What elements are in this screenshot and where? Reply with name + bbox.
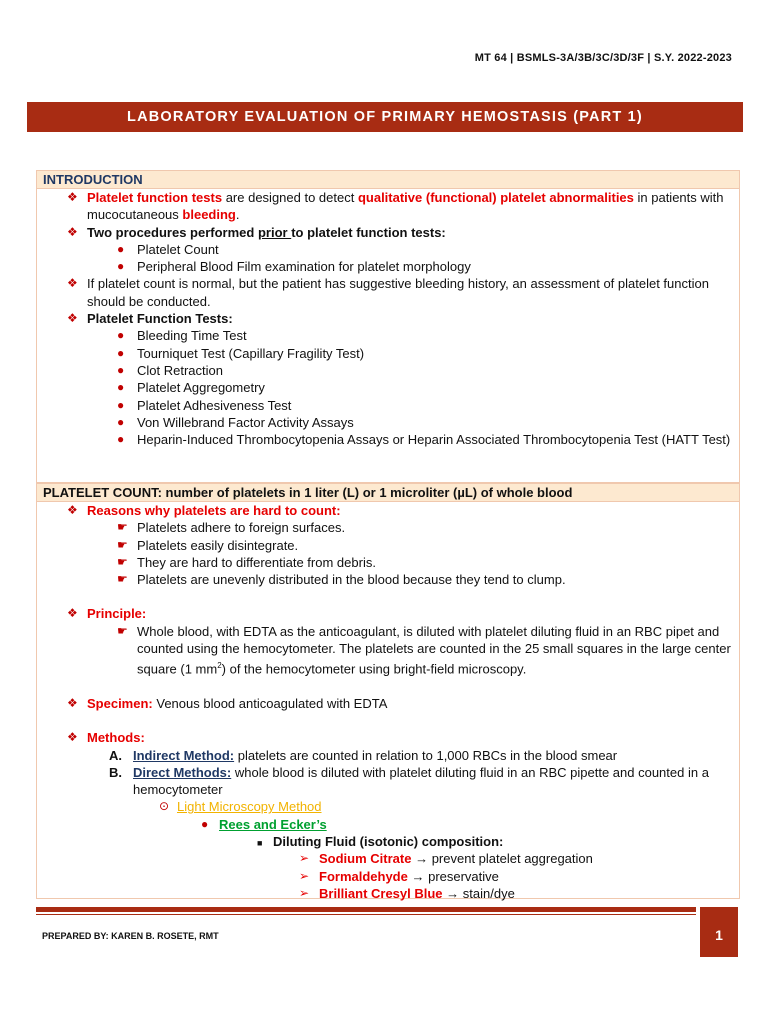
bullet-icon: ● <box>117 328 125 343</box>
bullet-icon: ● <box>201 816 209 831</box>
intro-paragraph-1: ❖ Platelet function tests are designed to detect qualitative (functional) platelet abnormalities in patients with mucocutaneous bleeding. <box>67 190 724 223</box>
platelet-count-section <box>36 483 740 899</box>
footer-divider <box>36 907 696 912</box>
list-item: ● Platelet Aggregometry <box>117 380 265 396</box>
principle-text: ☛ Whole blood, with EDTA as the anticoagulant, is diluted with platelet diluting fluid in an RBC pipet and counted using the hemocytometer. The platelets are counted in the 25 small squares in the large center square (1 $mm^2$) of the hemocytometer using bright-field microscopy. <box>117 623 731 677</box>
arrow-bullet-icon: ➢ <box>299 851 310 866</box>
bullet-icon: ● <box>117 432 125 447</box>
bullet-icon: ● <box>117 380 125 395</box>
square-bullet-icon: ■ <box>257 838 263 849</box>
bullet-icon: ● <box>117 362 125 377</box>
diamond-bullet-icon: ❖ <box>67 190 78 204</box>
list-item: ☛ Platelets adhere to foreign surfaces. <box>117 520 346 536</box>
list-item: ☛ They are hard to differentiate from debris. <box>117 554 376 570</box>
method-b: B. Direct Methods: whole blood is diluted with platelet diluting fluid in an RBC pipette and counted in a hemocytometer <box>109 764 709 798</box>
list-item: ● Clot Retraction <box>117 362 223 378</box>
pointing-hand-icon: ☛ <box>117 572 128 587</box>
header-course-info: MT 64 | BSMLS-3A/3B/3C/3D/3F | S.Y. 2022-2023 <box>474 52 732 64</box>
list-item: ☛ Platelets easily disintegrate. <box>117 537 299 553</box>
list-item: ● Bleeding Time Test <box>117 328 247 344</box>
introduction-section <box>36 170 740 483</box>
diamond-bullet-icon: ❖ <box>67 311 78 326</box>
arrow-bullet-icon: ➢ <box>299 885 310 900</box>
methods-title: ❖ Methods: <box>67 730 145 746</box>
specimen-line: ❖ Specimen: Venous blood anticoagulated with EDTA <box>67 696 388 711</box>
bullet-icon: ● <box>117 241 125 256</box>
fluid-component: ➢ Sodium Citrate → prevent platelet aggregation <box>299 851 593 867</box>
light-microscopy-method: ⊙ Light Microscopy Method <box>159 799 322 815</box>
platelet-count-heading: PLATELET COUNT: number of platelets in 1 liter (L) or 1 microliter (µL) of whole blood <box>37 484 739 502</box>
diamond-bullet-icon: ❖ <box>67 606 78 621</box>
fluid-component: ➢ Brilliant Cresyl Blue → stain/dye <box>299 885 515 901</box>
introduction-heading: INTRODUCTION <box>37 171 739 189</box>
diamond-bullet-icon: ❖ <box>67 730 78 745</box>
list-item: ● Peripheral Blood Film examination for platelet morphology <box>117 259 471 275</box>
prepared-by: PREPARED BY: KAREN B. ROSETE, RMT <box>42 931 219 941</box>
list-item: ☛ Platelets are unevenly distributed in the blood because they tend to clump. <box>117 572 566 588</box>
circle-bullet-icon: ⊙ <box>159 799 170 814</box>
pointing-hand-icon: ☛ <box>117 537 128 552</box>
reasons-title: ❖ Reasons why platelets are hard to count: <box>67 503 341 518</box>
page-title: LABORATORY EVALUATION OF PRIMARY HEMOSTASIS (PART 1) <box>27 102 743 132</box>
diamond-bullet-icon: ❖ <box>67 696 78 710</box>
bullet-icon: ● <box>117 345 125 360</box>
list-item: ● Heparin-Induced Thrombocytopenia Assays or Heparin Associated Thrombocytopenia Test (HATT Test) <box>117 432 731 448</box>
intro-paragraph-4: ❖ Platelet Function Tests: <box>67 311 233 327</box>
diamond-bullet-icon: ❖ <box>67 276 78 291</box>
pointing-hand-icon: ☛ <box>117 554 128 569</box>
pointing-hand-icon: ☛ <box>117 520 128 535</box>
principle-title: ❖ Principle: <box>67 606 147 622</box>
pointing-hand-icon: ☛ <box>117 623 128 638</box>
page-number: 1 <box>715 927 723 943</box>
bullet-icon: ● <box>117 414 125 429</box>
list-item: ● Tourniquet Test (Capillary Fragility Test) <box>117 345 365 361</box>
footer-divider-thin <box>36 914 696 915</box>
diamond-bullet-icon: ❖ <box>67 224 78 239</box>
arrow-bullet-icon: ➢ <box>299 868 310 883</box>
list-item: ● Platelet Count <box>117 241 219 257</box>
method-a: A. Indirect Method: platelets are counted in relation to 1,000 RBCs in the blood smear <box>109 747 618 763</box>
fluid-component: ➢ Formaldehyde → preservative <box>299 868 499 884</box>
bullet-icon: ● <box>117 259 125 274</box>
intro-paragraph-2: ❖ Two procedures performed prior to platelet function tests: <box>67 224 446 240</box>
list-item: ● Platelet Adhesiveness Test <box>117 397 292 413</box>
page-number-badge <box>700 907 738 957</box>
diamond-bullet-icon: ❖ <box>67 503 78 517</box>
rees-ecker-method: ● Rees and Ecker’s <box>201 816 327 832</box>
diluting-fluid-title: ■ Diluting Fluid (isotonic) composition: <box>37 833 739 850</box>
intro-paragraph-3: ❖ If platelet count is normal, but the patient has suggestive bleeding history, an assessment of platelet function should be conducted. <box>67 276 709 309</box>
list-item: ● Von Willebrand Factor Activity Assays <box>117 414 354 430</box>
bullet-icon: ● <box>117 397 125 412</box>
